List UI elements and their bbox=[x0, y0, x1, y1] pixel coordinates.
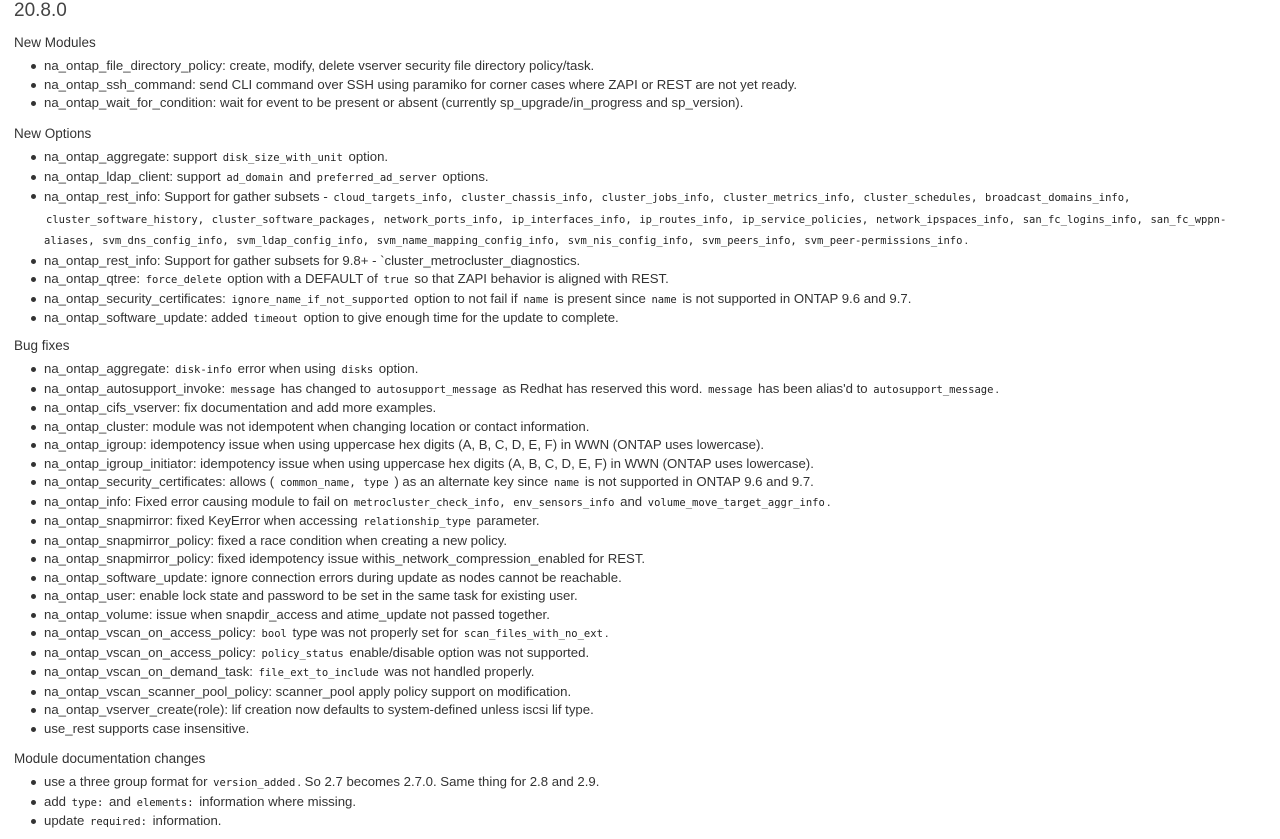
item-text: information where missing. bbox=[195, 793, 357, 809]
inline-code: name bbox=[523, 293, 549, 306]
inline-code: svm_ldap_config_info, bbox=[236, 235, 370, 247]
list-item bbox=[0, 309, 1270, 329]
item-text: . bbox=[604, 625, 609, 640]
item-text: is not supported in ONTAP 9.6 and 9.7. bbox=[678, 290, 912, 306]
item-text: na_ontap_software_update: ignore connection errors during update as nodes cannot be reachable. bbox=[44, 569, 622, 585]
inline-code: network_ipspaces_info, bbox=[875, 213, 1016, 226]
inline-code: metrocluster_check_info, bbox=[353, 496, 506, 509]
item-text: has been alias'd to bbox=[754, 380, 872, 396]
inline-code: cluster_metrics_info, bbox=[723, 192, 856, 204]
list-item bbox=[0, 148, 1270, 168]
item-text: na_ontap_vscan_scanner_pool_policy: scanner_pool apply policy support on modification. bbox=[44, 683, 572, 699]
list-item bbox=[0, 57, 1270, 76]
item-text: na_ontap_software_update: added bbox=[44, 310, 252, 325]
item-text: option. bbox=[375, 361, 419, 376]
doc-changes-list bbox=[0, 773, 1270, 832]
inline-code: ignore_name_if_not_supported bbox=[231, 293, 409, 306]
item-text: . bbox=[995, 380, 1000, 396]
inline-code: timeout bbox=[253, 313, 298, 325]
list-item bbox=[0, 436, 1270, 455]
list-item bbox=[0, 270, 1270, 290]
item-text: is not supported in ONTAP 9.6 and 9.7. bbox=[581, 474, 814, 489]
item-text: na_ontap_ssh_command: send CLI command over SSH using paramiko for corner cases where ZAPI or REST are not yet ready. bbox=[44, 76, 798, 92]
section-heading-bug-fixes: Bug fixes bbox=[14, 338, 70, 353]
inline-code: svm_nis_config_info, bbox=[567, 235, 695, 247]
item-text: option with a DEFAULT of bbox=[223, 271, 382, 286]
inline-code: disk-info bbox=[175, 364, 232, 376]
inline-code: ip_service_policies, bbox=[741, 213, 869, 226]
item-text: use_rest supports case insensitive. bbox=[44, 720, 250, 736]
item-text: and bbox=[285, 168, 315, 184]
list-item bbox=[0, 473, 1270, 493]
inline-code: version_added bbox=[213, 777, 296, 789]
list-item bbox=[0, 252, 1270, 271]
list-item bbox=[0, 493, 1270, 513]
inline-code: cluster_chassis_info, bbox=[461, 192, 594, 204]
list-item bbox=[0, 701, 1270, 720]
list-item bbox=[0, 455, 1270, 474]
item-text: na_ontap_autosupport_invoke: bbox=[44, 380, 229, 396]
item-text: so that ZAPI behavior is aligned with REST. bbox=[410, 271, 669, 286]
item-text bbox=[858, 189, 862, 204]
item-text: type was not properly set for bbox=[288, 625, 462, 640]
list-item bbox=[0, 587, 1270, 606]
inline-code: san_fc_wppn-aliases, bbox=[44, 213, 1227, 247]
list-item bbox=[0, 76, 1270, 95]
inline-code: san_fc_logins_info, bbox=[1022, 213, 1143, 226]
inline-code: cluster_jobs_info, bbox=[601, 192, 716, 204]
item-text: na_ontap_file_directory_policy: create, modify, delete vserver security file directory policy/task. bbox=[44, 58, 595, 73]
item-text: na_ontap_vscan_on_demand_task: bbox=[44, 664, 257, 679]
item-text: and bbox=[616, 493, 646, 509]
item-text: na_ontap_snapmirror_policy: fixed idempotency issue withis_network_compression_enabled for REST. bbox=[44, 551, 646, 566]
item-text: . bbox=[826, 493, 831, 509]
item-text: na_ontap_rest_info: Support for gather subsets for 9.8+ - `cluster_metrocluster_diagnostics. bbox=[44, 252, 581, 268]
inline-code: autosupport_message bbox=[873, 383, 994, 396]
inline-code: policy_status bbox=[261, 647, 344, 660]
inline-code: type bbox=[363, 477, 389, 489]
inline-code: preferred_ad_server bbox=[316, 171, 437, 184]
item-text: na_ontap_igroup_initiator: idempotency issue when using uppercase hex digits (A, B, C, D, E, F) in WWN (ONTAP uses lowercase). bbox=[44, 455, 814, 471]
list-item bbox=[0, 663, 1270, 683]
inline-code: cluster_software_packages, bbox=[211, 213, 377, 226]
inline-code: disk_size_with_unit bbox=[222, 152, 343, 164]
inline-code: true bbox=[383, 274, 409, 286]
item-text: enable/disable option was not supported. bbox=[345, 644, 590, 660]
inline-code: network_ports_info, bbox=[383, 213, 504, 226]
list-item bbox=[0, 683, 1270, 702]
new-modules-list bbox=[0, 57, 1270, 113]
inline-code: volume_move_target_aggr_info bbox=[647, 496, 825, 509]
inline-code: cluster_schedules, bbox=[863, 192, 978, 204]
inline-code: autosupport_message bbox=[376, 383, 497, 396]
list-item bbox=[0, 290, 1270, 310]
inline-code: force_delete bbox=[145, 274, 222, 286]
list-item bbox=[0, 606, 1270, 625]
item-text: option to not fail if bbox=[410, 290, 522, 306]
section-heading-new-modules: New Modules bbox=[14, 35, 96, 50]
inline-code: message bbox=[230, 383, 276, 396]
list-item bbox=[0, 418, 1270, 437]
list-item bbox=[0, 168, 1270, 188]
item-text: na_ontap_info: Fixed error causing module to fail on bbox=[44, 493, 352, 509]
bug-fixes-list bbox=[0, 360, 1270, 738]
list-item bbox=[0, 399, 1270, 418]
item-text: add bbox=[44, 793, 70, 809]
item-text: . So 2.7 becomes 2.7.0. Same thing for 2.8 and 2.9. bbox=[297, 774, 600, 789]
inline-code: name bbox=[651, 293, 677, 306]
inline-code: svm_dns_config_info, bbox=[102, 235, 229, 247]
list-item bbox=[0, 624, 1270, 644]
list-item bbox=[0, 812, 1270, 832]
inline-code: required: bbox=[90, 816, 147, 828]
item-text: na_ontap_volume: issue when snapdir_access and atime_update not passed together. bbox=[44, 606, 550, 622]
item-text: na_ontap_snapmirror: fixed KeyError when accessing bbox=[44, 513, 362, 528]
item-text: na_ontap_aggregate: bbox=[44, 361, 174, 376]
item-text: na_ontap_user: enable lock state and password to be set in the same task for existing user. bbox=[44, 588, 578, 603]
item-text: has changed to bbox=[277, 380, 375, 396]
item-text: na_ontap_qtree: bbox=[44, 271, 144, 286]
inline-code: disks bbox=[341, 364, 374, 376]
list-item bbox=[0, 360, 1270, 380]
list-item bbox=[0, 187, 1270, 252]
new-options-list bbox=[0, 148, 1270, 329]
item-text: and bbox=[105, 793, 135, 809]
inline-code: common_name, bbox=[279, 477, 356, 489]
list-item bbox=[0, 793, 1270, 813]
item-text: na_ontap_igroup: idempotency issue when using uppercase hex digits (A, B, C, D, E, F) in WWN (ONTAP uses lowercase). bbox=[44, 437, 765, 452]
inline-code: relationship_type bbox=[363, 516, 471, 528]
item-text: na_ontap_cluster: module was not idempotent when changing location or contact information. bbox=[44, 418, 590, 434]
list-item bbox=[0, 532, 1270, 551]
inline-code: message bbox=[708, 383, 753, 396]
inline-code: svm_name_mapping_config_info, bbox=[376, 235, 561, 247]
inline-code: scan_files_with_no_ext bbox=[463, 628, 603, 640]
item-text: error when using bbox=[233, 361, 340, 376]
inline-code: broadcast_domains_info, bbox=[984, 192, 1131, 204]
inline-code: ad_domain bbox=[226, 171, 284, 184]
item-text: option. bbox=[344, 149, 389, 164]
item-text: was not handled properly. bbox=[380, 664, 535, 679]
list-item bbox=[0, 512, 1270, 532]
item-text: update bbox=[44, 813, 88, 828]
item-text: na_ontap_vscan_on_access_policy: bbox=[44, 625, 260, 640]
list-item bbox=[0, 380, 1270, 400]
item-text: na_ontap_ldap_client: support bbox=[44, 168, 225, 184]
item-text: na_ontap_security_certificates: bbox=[44, 290, 230, 306]
list-item bbox=[0, 720, 1270, 739]
item-text bbox=[506, 211, 510, 226]
inline-code: file_ext_to_include bbox=[258, 667, 379, 679]
version-title: 20.8.0 bbox=[14, 0, 67, 21]
inline-code: svm_peer-permissions_info bbox=[804, 235, 963, 247]
item-text: use a three group format for bbox=[44, 774, 212, 789]
inline-code: bool bbox=[261, 628, 287, 640]
item-text: na_ontap_vscan_on_access_policy: bbox=[44, 644, 260, 660]
list-item bbox=[0, 550, 1270, 569]
inline-code: ip_routes_info, bbox=[639, 213, 735, 226]
list-item bbox=[0, 644, 1270, 664]
item-text: na_ontap_rest_info: Support for gather subsets - bbox=[44, 189, 332, 204]
section-heading-doc-changes: Module documentation changes bbox=[14, 751, 206, 766]
inline-code: cluster_software_history, bbox=[46, 213, 205, 226]
inline-code: elements: bbox=[136, 796, 194, 809]
item-text: as Redhat has reserved this word. bbox=[498, 380, 707, 396]
list-item bbox=[0, 773, 1270, 793]
item-text: na_ontap_cifs_vserver: fix documentation and add more examples. bbox=[44, 400, 437, 415]
item-text: parameter. bbox=[472, 513, 540, 528]
item-text: ) as an alternate key since bbox=[390, 474, 552, 489]
item-text: . bbox=[964, 232, 969, 247]
list-item bbox=[0, 569, 1270, 588]
inline-code: name bbox=[553, 477, 580, 489]
list-item bbox=[0, 94, 1270, 113]
section-heading-new-options: New Options bbox=[14, 126, 92, 141]
item-text: na_ontap_vserver_create(role): lif creation now defaults to system-defined unless iscsi lif type. bbox=[44, 702, 594, 717]
inline-code: svm_peers_info, bbox=[701, 235, 797, 247]
inline-code: type: bbox=[71, 796, 104, 809]
item-text: na_ontap_security_certificates: allows ( bbox=[44, 474, 278, 489]
item-text: option to give enough time for the update to complete. bbox=[299, 310, 619, 325]
item-text: na_ontap_wait_for_condition: wait for event to be present or absent (currently sp_upgrade/in_progress and sp_version). bbox=[44, 95, 744, 110]
inline-code: env_sensors_info bbox=[513, 496, 615, 509]
inline-code: cloud_targets_info, bbox=[333, 192, 454, 204]
item-text: options. bbox=[438, 168, 489, 184]
item-text: na_ontap_aggregate: support bbox=[44, 149, 221, 164]
item-text: is present since bbox=[550, 290, 650, 306]
inline-code: ip_interfaces_info, bbox=[511, 213, 632, 226]
item-text: information. bbox=[148, 813, 222, 828]
item-text: na_ontap_snapmirror_policy: fixed a race condition when creating a new policy. bbox=[44, 532, 508, 548]
